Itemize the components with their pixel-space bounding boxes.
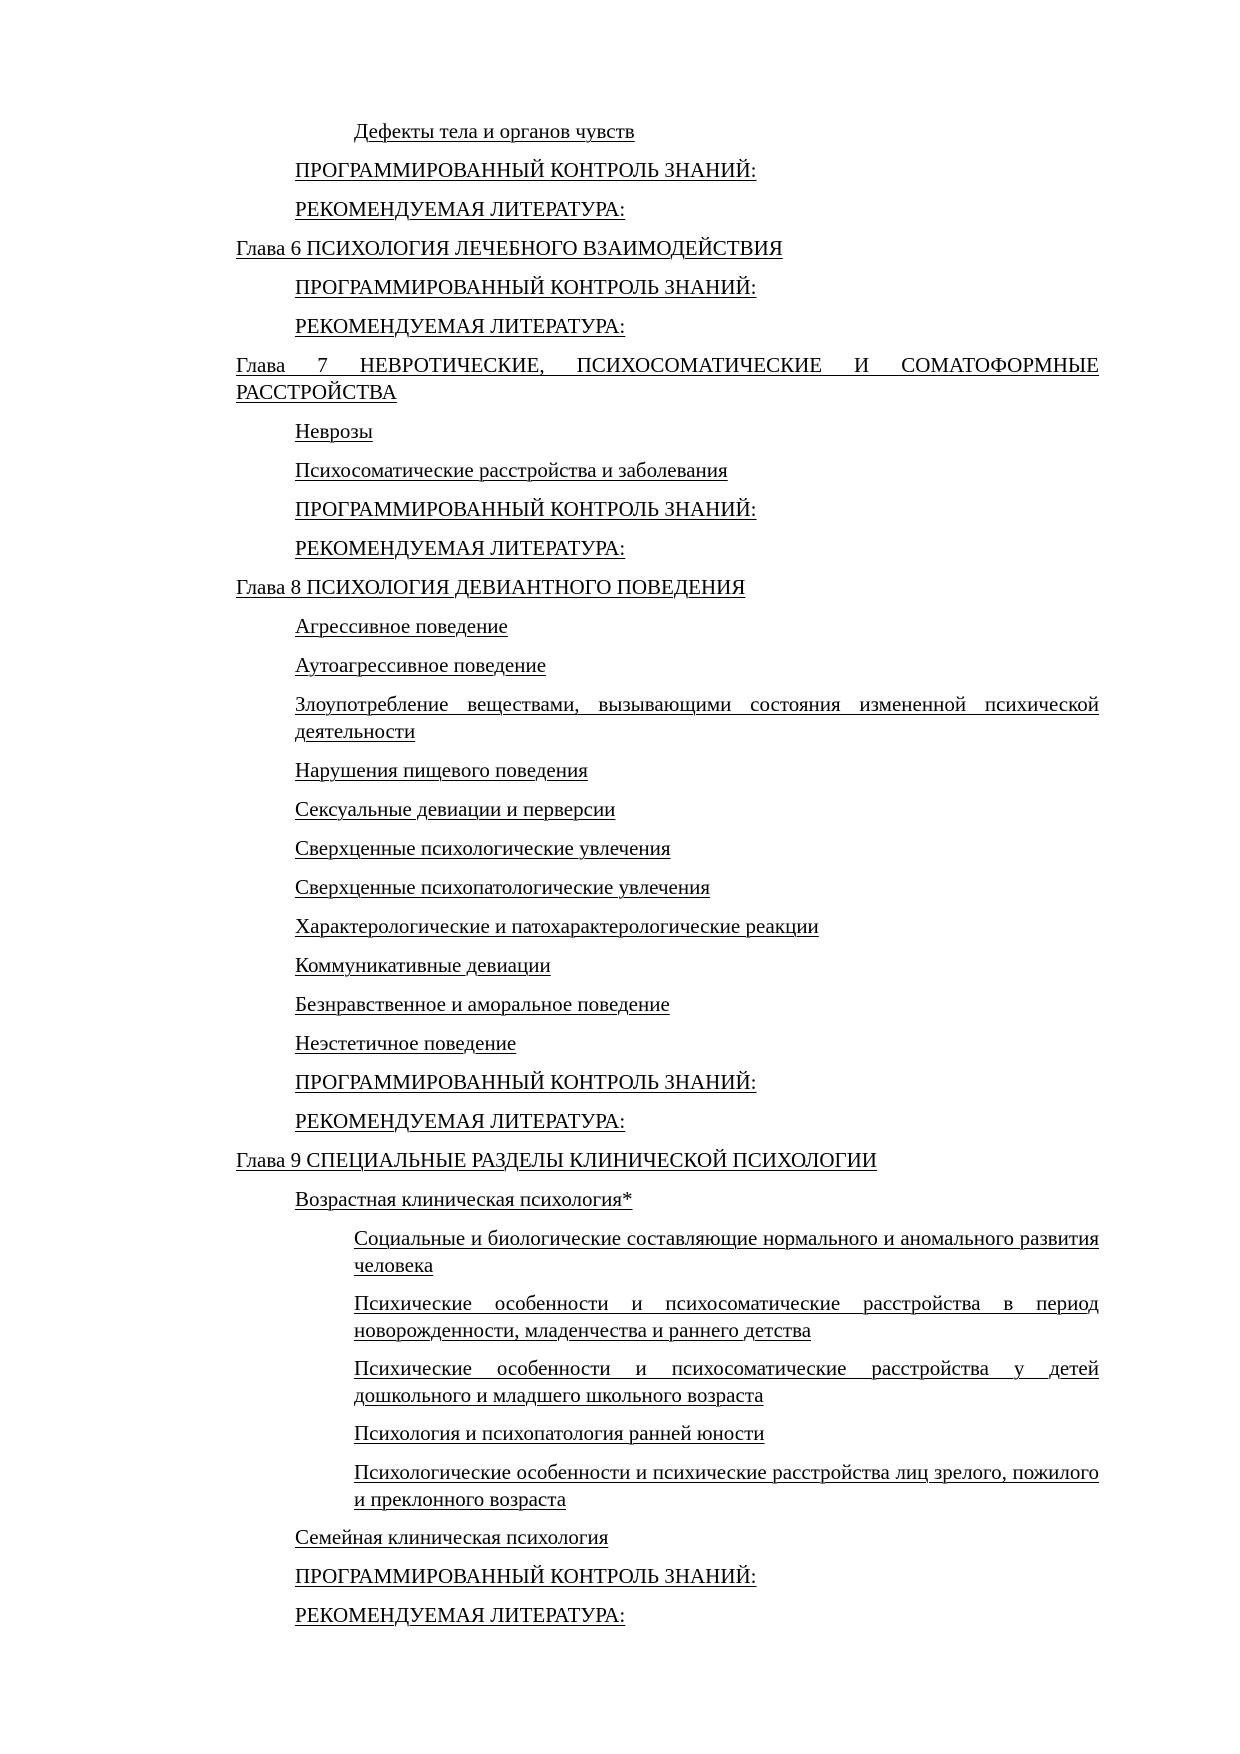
toc-entry[interactable] [354, 1290, 1099, 1344]
toc-link[interactable]: Психосоматические расстройства и заболевания [295, 458, 728, 482]
toc-entry[interactable] [295, 418, 1099, 445]
toc-link[interactable]: РЕКОМЕНДУЕМАЯ ЛИТЕРАТУРА: [295, 314, 626, 338]
toc-entry[interactable] [295, 652, 1099, 679]
toc-link[interactable]: РЕКОМЕНДУЕМАЯ ЛИТЕРАТУРА: [295, 1603, 626, 1627]
toc-entry[interactable] [236, 352, 1099, 406]
toc-entry[interactable] [354, 1355, 1099, 1409]
toc-entry[interactable] [295, 1602, 1099, 1629]
toc-entry[interactable] [354, 118, 1099, 145]
toc-entry[interactable] [236, 1147, 1099, 1174]
toc-entry[interactable] [295, 991, 1099, 1018]
toc-link[interactable]: Глава 7 НЕВРОТИЧЕСКИЕ, ПСИХОСОМАТИЧЕСКИЕ И СОМАТОФОРМНЫЕ РАССТРОЙСТВА [236, 353, 1099, 404]
toc-entry[interactable] [295, 952, 1099, 979]
toc-link[interactable]: РЕКОМЕНДУЕМАЯ ЛИТЕРАТУРА: [295, 1109, 626, 1133]
toc-entry[interactable] [295, 796, 1099, 823]
toc-entry[interactable] [295, 196, 1099, 223]
toc-link[interactable]: Коммуникативные девиации [295, 953, 551, 977]
toc-link[interactable]: Характерологические и патохарактерологические реакции [295, 914, 819, 938]
toc-link[interactable]: ПРОГРАММИРОВАННЫЙ КОНТРОЛЬ ЗНАНИЙ: [295, 158, 757, 182]
toc-link[interactable]: Психология и психопатология ранней юности [354, 1421, 765, 1445]
toc-link[interactable]: Сверхценные психологические увлечения [295, 836, 671, 860]
toc-link[interactable]: ПРОГРАММИРОВАННЫЙ КОНТРОЛЬ ЗНАНИЙ: [295, 275, 757, 299]
toc-link[interactable]: Глава 6 ПСИХОЛОГИЯ ЛЕЧЕБНОГО ВЗАИМОДЕЙСТВИЯ [236, 236, 783, 260]
toc-entry[interactable] [295, 157, 1099, 184]
toc-entry[interactable] [295, 535, 1099, 562]
toc-link[interactable]: Безнравственное и аморальное поведение [295, 992, 670, 1016]
toc-entry[interactable] [354, 1225, 1099, 1279]
toc-entry[interactable] [295, 835, 1099, 862]
toc-link[interactable]: Психические особенности и психосоматические расстройства у детей дошкольного и младшего школьного возраста [354, 1356, 1099, 1407]
toc-link[interactable]: Психологические особенности и психические расстройства лиц зрелого, пожилого и преклонного возраста [354, 1460, 1099, 1511]
toc-link[interactable]: Социальные и биологические составляющие нормального и аномального развития человека [354, 1226, 1099, 1277]
toc-entry[interactable] [295, 613, 1099, 640]
toc-link[interactable]: Злоупотребление веществами, вызывающими состояния измененной психической деятельности [295, 692, 1099, 743]
toc-entry[interactable] [295, 691, 1099, 745]
toc-link[interactable]: Глава 9 СПЕЦИАЛЬНЫЕ РАЗДЕЛЫ КЛИНИЧЕСКОЙ ПСИХОЛОГИИ [236, 1148, 877, 1172]
toc-entry[interactable] [295, 496, 1099, 523]
toc-link[interactable]: Неэстетичное поведение [295, 1031, 517, 1055]
toc-link[interactable]: Нарушения пищевого поведения [295, 758, 588, 782]
toc-entry[interactable] [295, 757, 1099, 784]
toc-entry[interactable] [295, 1186, 1099, 1213]
toc-entry[interactable] [295, 1563, 1099, 1590]
toc-link[interactable]: Неврозы [295, 419, 373, 443]
toc-entry[interactable] [295, 874, 1099, 901]
toc-link[interactable]: Семейная клиническая психология [295, 1525, 609, 1549]
toc-link[interactable]: Дефекты тела и органов чувств [354, 119, 635, 143]
toc-entry[interactable] [295, 1069, 1099, 1096]
toc-link[interactable]: Аутоагрессивное поведение [295, 653, 547, 677]
toc-entry[interactable] [295, 457, 1099, 484]
toc-entry[interactable] [236, 574, 1099, 601]
toc-link[interactable]: Агрессивное поведение [295, 614, 508, 638]
toc-link[interactable]: Сверхценные психопатологические увлечения [295, 875, 710, 899]
toc-entry[interactable] [295, 274, 1099, 301]
toc-link[interactable]: Психические особенности и психосоматические расстройства в период новорожденности, младенчества и раннего детства [354, 1291, 1099, 1342]
toc-link[interactable]: Возрастная клиническая психология* [295, 1187, 633, 1211]
toc-entry[interactable] [295, 1030, 1099, 1057]
toc-link[interactable]: Глава 8 ПСИХОЛОГИЯ ДЕВИАНТНОГО ПОВЕДЕНИЯ [236, 575, 746, 599]
toc-entry[interactable] [354, 1459, 1099, 1513]
toc-link[interactable]: ПРОГРАММИРОВАННЫЙ КОНТРОЛЬ ЗНАНИЙ: [295, 1070, 757, 1094]
toc-link[interactable]: ПРОГРАММИРОВАННЫЙ КОНТРОЛЬ ЗНАНИЙ: [295, 497, 757, 521]
toc-entry[interactable] [295, 313, 1099, 340]
toc-link[interactable]: Сексуальные девиации и перверсии [295, 797, 616, 821]
toc-link[interactable]: РЕКОМЕНДУЕМАЯ ЛИТЕРАТУРА: [295, 536, 626, 560]
toc-entry[interactable] [236, 235, 1099, 262]
toc-entry[interactable] [295, 1524, 1099, 1551]
toc-entry[interactable] [295, 913, 1099, 940]
toc-entry[interactable] [354, 1420, 1099, 1447]
toc-entry[interactable] [295, 1108, 1099, 1135]
toc-link[interactable]: РЕКОМЕНДУЕМАЯ ЛИТЕРАТУРА: [295, 197, 626, 221]
toc-link[interactable]: ПРОГРАММИРОВАННЫЙ КОНТРОЛЬ ЗНАНИЙ: [295, 1564, 757, 1588]
